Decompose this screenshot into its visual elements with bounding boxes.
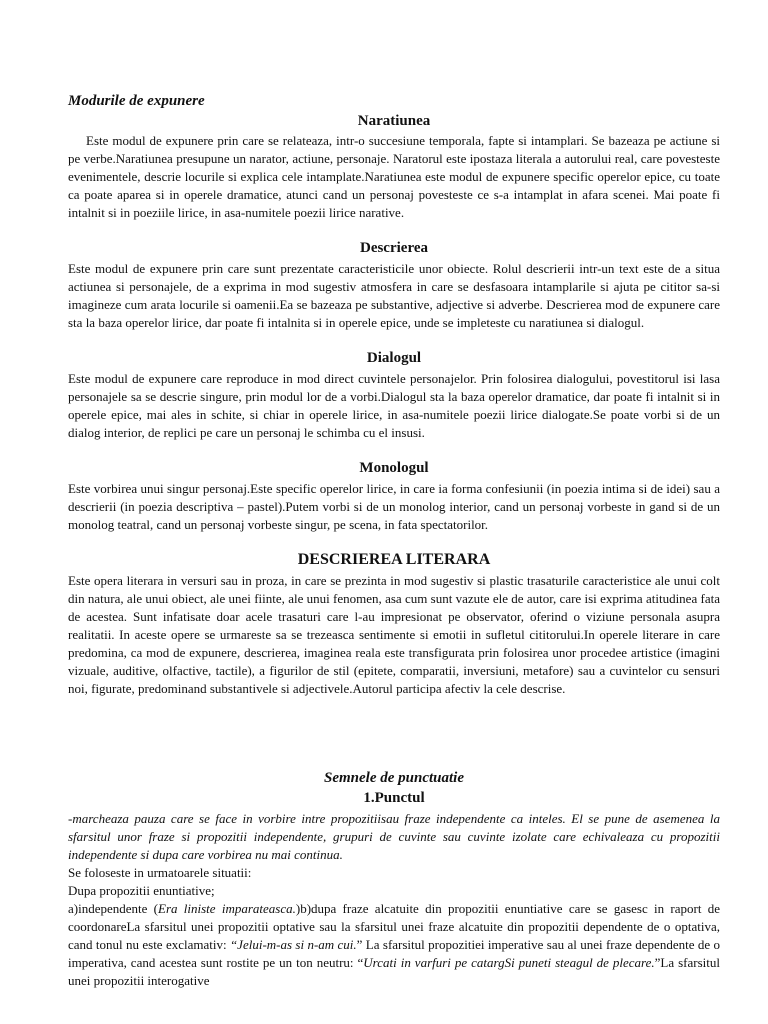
paragraph-descrierea-literara: Este opera literara in versuri sau in proza, in care se prezinta in mod sugestiv si plastic trasaturile caracteristice ale unui colt din natura, ale unui obiect, ale unei fiinte, ale unui fenomen, asa cum sunt vazute ele de autor, care isi exprima atitudinea fata de acestea. Sunt infatisate doar acele trasaturi care l-au impresionat pe observator, oferind o viziune personala asupra realitatii. In aceste opere se urmareste sa se trezeasca sentimente si emotii in sufletul cititorului.In operele literare in care predomina, ca mod de expunere, descrierea, imaginea reala este transfigurata prin folosirea unor procedee artistice (imagini vizuale, auditive, olfactive, tactile), a figurilor de stil (epitete, comparatii, inversiuni, metafore) sau a cuvintelor cu sensuri noi, figurate, predominand substantivele si adjectivele.Autorul participa afectiv la cele descrise. [68, 573, 720, 696]
text-run: )b)dupa fraze alcatuite din propozitii enuntiative care se gasesc in raport de coordonareLa sfarsitul unei propozitii optative sau la sfarsitul unei fraze alcatuite din propozitii dependente de o optativa, cand tonul nu este exclamativ: [68, 901, 721, 952]
document-title: Modurile de expunere [68, 93, 205, 109]
paragraph-punctul-examples [68, 900, 720, 990]
example-quote: Era liniste imparateasca. [158, 901, 296, 916]
heading-descrierea: Descrierea [359, 240, 428, 256]
paragraph-naratiunea: Este modul de expunere prin care se relateaza, intr-o succesiune temporala, fapte si intamplari. Se bazeaza pe actiune si pe verbe.Naratiunea presupune un narator, actiune, personaje. Naratorul este ipostaza literala a autorului real, care povesteste evenimentele, descrie locurile si explica cele intamplate.Naratiunea este modul de expunere specific operelor epice, cu toate ca poate aparea si in operele dramatice, atunci cand un personaj povesteste ce s-a intamplat in afara scenei. Mai poate fi intalnit si in poeziile lirice, in asa-numitele poezii lirice narative. [68, 133, 720, 220]
heading-naratiunea: Naratiunea [357, 113, 431, 129]
paragraph-descrierea: Este modul de expunere prin care sunt prezentate caracteristicile unor obiecte. Rolul descrierii intr-un text este de a situa actiunea si personajele, de a exprima in mod sugestiv atmosfera in care se desfasoara intamplarile si ajuta pe cititor sa-si imagineze cum arata locurile si oamenii.Ea se bazeaza pe substantive, adjective si adverbe. Descrierea mod de expunere care sta la baza operelor lirice, dar poate fi intalnita si in operele epice, unde se impleteste cu naratiunea si dialogul. [68, 261, 720, 330]
heading-punctul: 1.Punctul [363, 790, 425, 806]
text-run: ”La sfarsitul unei propozitii interogative [68, 955, 720, 988]
text-run: a)independente ( [68, 901, 159, 916]
heading-semnele-de-punctuatie: Semnele de punctuatie [324, 770, 464, 786]
punctul-body [68, 810, 720, 990]
example-quote: Urcati in varfuri pe catargSi puneti steagul de plecare. [363, 955, 655, 970]
example-quote: “Jelui-m-as si n-am cui. [229, 937, 357, 952]
heading-dialogul: Dialogul [366, 350, 422, 366]
heading-monologul: Monologul [359, 460, 429, 476]
heading-descrierea-literara: DESCRIEREA LITERARA [297, 551, 491, 568]
paragraph-situatii: Se foloseste in urmatoarele situatii: [68, 865, 252, 880]
paragraph-monologul: Este vorbirea unui singur personaj.Este specific operelor lirice, in care ia forma confesiunii (in poezia intima si de idei) sau a descrierii (in poezia descriptiva – pastel).Putem vorbi si de un monolog interior, cand un personaj vorbeste in gand si de un monolog teatral, cand un personaj vorbeste singur, pe scena, in fata spectatorilor. [68, 481, 720, 532]
paragraph-enuntiative: Dupa propozitii enuntiative; [68, 883, 215, 898]
paragraph-dialogul: Este modul de expunere care reproduce in mod direct cuvintele personajelor. Prin folosirea dialogului, povestitorul isi lasa personajele sa se descrie singure, prin modul lor de a vorbi.Dialogul sta la baza operelor dramatice, dar poate fi intalnit si in operele epice, mai ales in schite, si chiar in operele lirice, in asa-numitele poezii lirice dialogate.Se poate vorbi si de un dialog interior, de replici pe care un personaj le schimba cu el insusi. [68, 371, 720, 440]
text-run: ” La sfarsitul propozitiei imperative sau al unei fraze dependente de o imperativa, cand acestea sunt rostite pe un ton neutru: “ [68, 937, 720, 970]
paragraph-punctul-intro: -marcheaza pauza care se face in vorbire intre propozitiisau fraze independente ca inteles. El se pune de asemenea la sfarsitul unor fraze si propozitii independente, grupuri de cuvinte sau cuvinte izolate care echivaleaza cu propozitii independente si dupa care vorbirea nu mai continua. [68, 811, 720, 862]
